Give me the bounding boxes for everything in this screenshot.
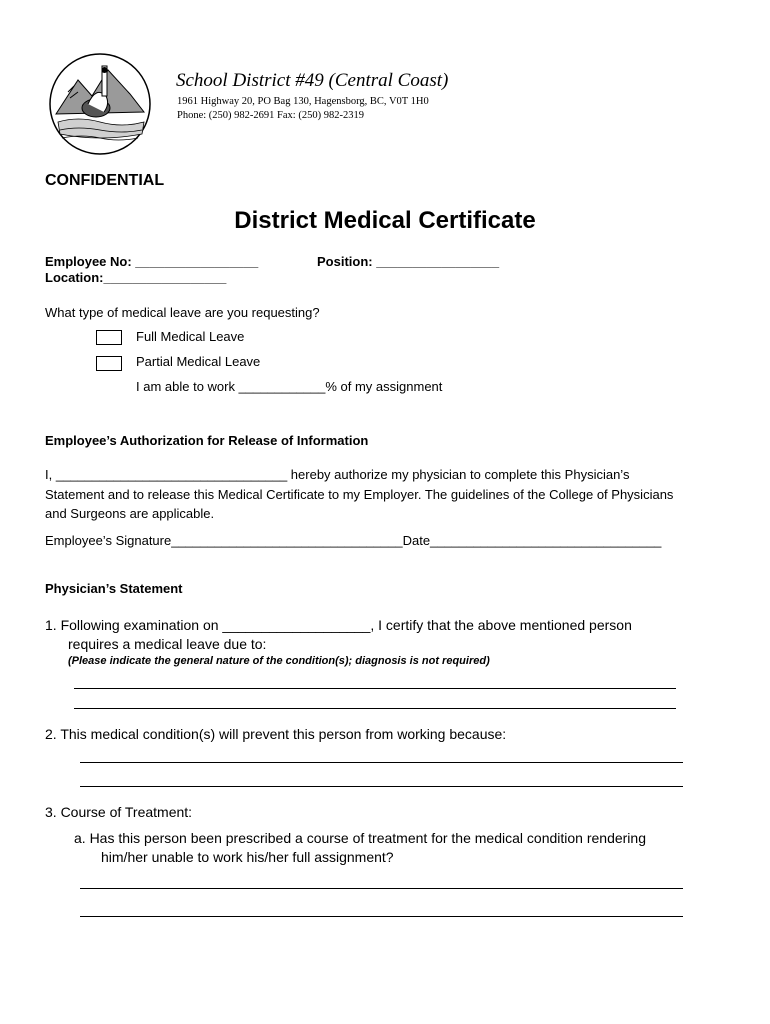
answer-line[interactable] <box>80 916 683 917</box>
answer-line[interactable] <box>80 888 683 889</box>
work-percentage-field[interactable]: I am able to work ____________% of my assignment <box>136 379 443 394</box>
page-title: District Medical Certificate <box>234 207 536 234</box>
org-address: 1961 Highway 20, PO Bag 130, Hagensborg, BC, V0T 1H0 <box>177 96 429 107</box>
location-field[interactable]: Location:_________________ <box>45 270 227 285</box>
employee-no-field[interactable]: Employee No: _________________ <box>45 254 259 269</box>
item-3: 3. Course of Treatment: <box>45 804 193 820</box>
authorization-text-line-1[interactable]: I, ________________________________ hereby authorize my physician to complete this Physician’s <box>45 467 630 482</box>
item-1-line-2: requires a medical leave due to: <box>68 636 267 652</box>
answer-line[interactable] <box>80 786 683 787</box>
answer-line[interactable] <box>74 688 676 689</box>
authorization-text-line-2: Statement and to release this Medical Certificate to my Employer. The guidelines of the College of Physicians <box>45 487 674 502</box>
item-3a-line-2: him/her unable to work his/her full assignment? <box>101 849 394 865</box>
item-1-note: (Please indicate the general nature of the condition(s); diagnosis is not required) <box>68 655 490 667</box>
physician-heading: Physician’s Statement <box>45 581 183 596</box>
school-district-logo <box>48 52 152 156</box>
full-leave-label: Full Medical Leave <box>136 329 245 344</box>
leave-question: What type of medical leave are you requesting? <box>45 305 320 320</box>
partial-leave-checkbox[interactable] <box>96 356 122 371</box>
partial-leave-label: Partial Medical Leave <box>136 354 261 369</box>
position-field[interactable]: Position: _________________ <box>317 254 500 269</box>
org-name: School District #49 (Central Coast) <box>176 70 449 91</box>
answer-line[interactable] <box>74 708 676 709</box>
confidential-label: CONFIDENTIAL <box>45 172 165 189</box>
item-2: 2. This medical condition(s) will prevent this person from working because: <box>45 726 507 742</box>
full-leave-checkbox[interactable] <box>96 330 122 345</box>
answer-line[interactable] <box>80 762 683 763</box>
item-3a-line-1: a. Has this person been prescribed a course of treatment for the medical condition rendering <box>74 830 646 846</box>
authorization-heading: Employee’s Authorization for Release of Information <box>45 433 369 448</box>
item-1-line-1[interactable]: 1. Following examination on ___________________, I certify that the above mentioned person <box>45 617 632 633</box>
signature-date-field[interactable]: Employee’s Signature________________________________Date________________________________ <box>45 533 662 548</box>
org-phone-fax: Phone: (250) 982-2691 Fax: (250) 982-2319 <box>177 110 364 121</box>
authorization-text-line-3: and Surgeons are applicable. <box>45 506 215 521</box>
